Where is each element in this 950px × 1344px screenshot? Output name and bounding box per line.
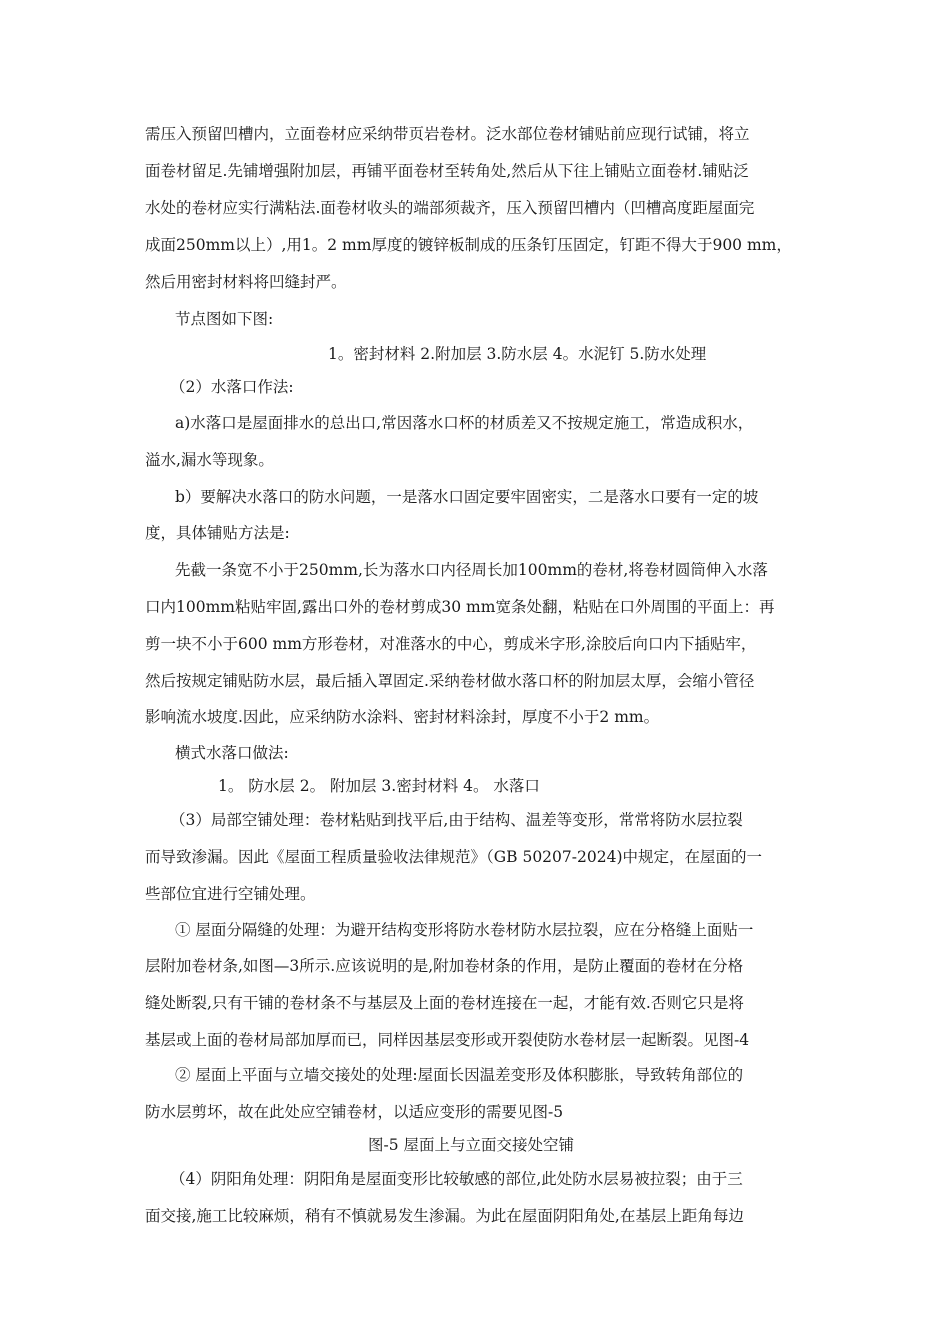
para-line-27: ② 屋面上平面与立墙交接处的处理:屋面长因温差变形及体积膨胀，导致转角部位的 bbox=[175, 1066, 744, 1084]
horizontal-outlet-legend: 1。 防水层 2。 附加层 3.密封材料 4。 水落口 bbox=[218, 777, 540, 795]
para-line-1: 需压入预留凹槽内，立面卷材应采纳带页岩卷材。泛水部位卷材铺贴前应现行试铺，将立 bbox=[145, 125, 750, 143]
para-line-11: b）要解决水落口的防水问题，一是落水口固定要牢固密实，二是落水口要有一定的坡 bbox=[175, 488, 759, 506]
para-line-15: 剪一块不小于600 mm方形卷材，对准落水的中心，剪成米字形,涂胶后向口内下插贴牢， bbox=[145, 635, 757, 653]
para-line-24: 层附加卷材条,如图—3所示.应该说明的是,附加卷材条的作用，是防止覆面的卷材在分格 bbox=[145, 957, 744, 975]
para-line-4: 成面250mm以上）,用1。2 mm厚度的镀锌板制成的压条钉压固定，钉距不得大于900 mm， bbox=[145, 236, 792, 254]
figure-5-caption: 图-5 屋面上与立面交接处空铺 bbox=[368, 1136, 575, 1154]
para-line-17: 影响流水坡度.因此，应采纳防水涂料、密封材料涂封，厚度不小于2 mm。 bbox=[145, 708, 660, 726]
para-line-26: 基层或上面的卷材局部加厚而已，同样因基层变形或开裂使防水卷材层一起断裂。见图-4 bbox=[145, 1031, 750, 1049]
para-line-25: 缝处断裂,只有干铺的卷材条不与基层及上面的卷材连接在一起，才能有效.否则它只是将 bbox=[145, 994, 744, 1012]
para-line-3: 水处的卷材应实行满粘法.面卷材收头的端部须裁齐，压入预留凹槽内（凹槽高度距屋面完 bbox=[145, 199, 755, 217]
para-line-21: 而导致渗漏。因此《屋面工程质量验收法律规范》（GB 50207-2024)中规定，在屋面的一 bbox=[145, 848, 762, 866]
node-diagram-caption: 节点图如下图: bbox=[175, 310, 274, 328]
para-line-10: 溢水,漏水等现象。 bbox=[145, 451, 274, 469]
para-line-9: a)水落口是屋面排水的总出口,常因落水口杯的材质差又不按规定施工，常造成积水， bbox=[175, 414, 754, 432]
para-line-28: 防水层剪坏，故在此处应空铺卷材，以适应变形的需要见图-5 bbox=[145, 1103, 564, 1121]
para-line-2: 面卷材留足.先铺增强附加层，再铺平面卷材至转角处,然后从下往上铺贴立面卷材.铺贴泛 bbox=[145, 162, 749, 180]
para-line-23: ① 屋面分隔缝的处理：为避开结构变形将防水卷材防水层拉裂，应在分格缝上面贴一 bbox=[175, 921, 754, 939]
para-line-5: 然后用密封材料将凹缝封严。 bbox=[145, 273, 347, 291]
horizontal-outlet-caption: 横式水落口做法: bbox=[175, 744, 289, 762]
node-diagram-legend: 1。密封材料 2.附加层 3.防水层 4。水泥钉 5.防水处理 bbox=[328, 345, 707, 363]
para-line-16: 然后按规定铺贴防水层，最后插入罩固定.采纳卷材做水落口杯的附加层太厚，会缩小管径 bbox=[145, 672, 755, 690]
para-line-31: 面交接,施工比较麻烦，稍有不慎就易发生渗漏。为此在屋面阴阳角处,在基层上距角每边 bbox=[145, 1207, 744, 1225]
section-heading-2: （2）水落口作法: bbox=[170, 378, 294, 396]
para-line-13: 先截一条宽不小于250mm,长为落水口内径周长加100mm的卷材,将卷材圆筒伸入水落 bbox=[175, 561, 768, 579]
section-heading-4: （4）阴阳角处理：阴阳角是屋面变形比较敏感的部位,此处防水层易被拉裂；由于三 bbox=[170, 1170, 743, 1188]
para-line-14: 口内100mm粘贴牢固,露出口外的卷材剪成30 mm宽条处翻，粘贴在口外周围的平面上：再 bbox=[145, 598, 775, 616]
para-line-12: 度，具体铺贴方法是: bbox=[145, 524, 290, 542]
section-heading-3: （3）局部空铺处理：卷材粘贴到找平后,由于结构、温差等变形，常常将防水层拉裂 bbox=[170, 811, 743, 829]
para-line-22: 些部位宜进行空铺处理。 bbox=[145, 885, 316, 903]
